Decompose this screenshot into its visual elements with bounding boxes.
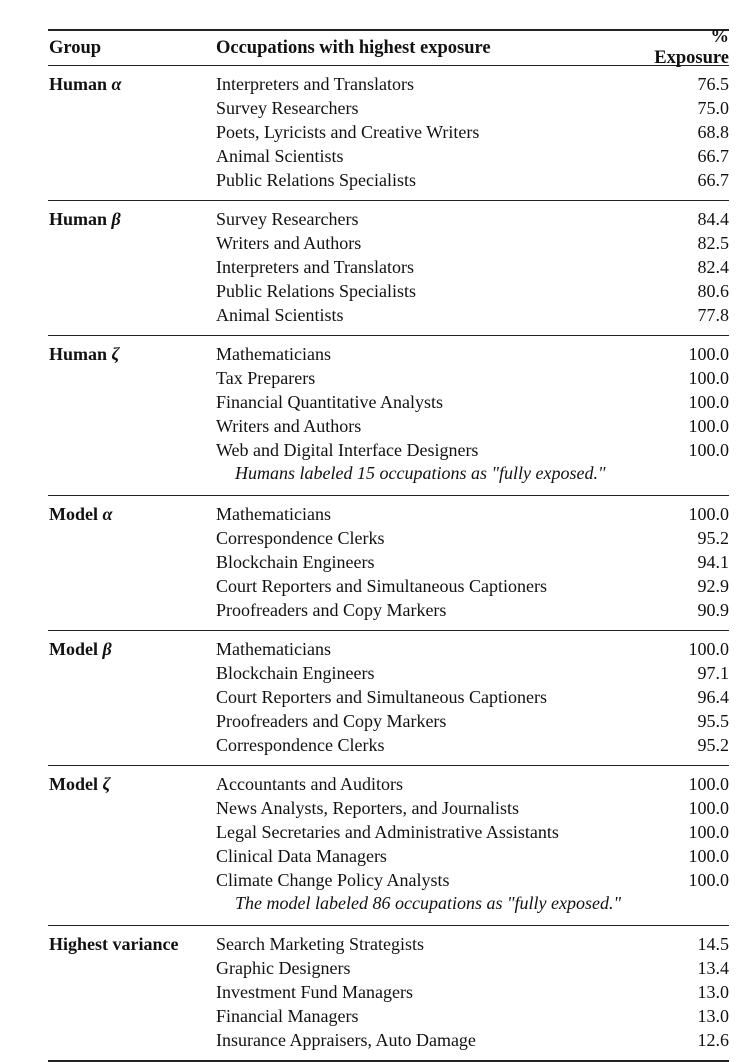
exposure-cell: 96.4: [697, 687, 729, 707]
table-row: [48, 366, 729, 390]
occupation-cell: Mathematicians: [216, 344, 331, 364]
group-name: Model: [49, 774, 98, 794]
group-label: [48, 733, 216, 757]
occupation-cell: Financial Quantitative Analysts: [216, 392, 443, 412]
table-row: [48, 685, 729, 709]
occupation-cell: Proofreaders and Copy Markers: [216, 711, 447, 731]
group-label: [48, 414, 216, 438]
table-row: [48, 255, 729, 279]
group-label: [48, 279, 216, 303]
exposure-cell: 100.0: [688, 774, 729, 794]
group-block: [48, 631, 729, 765]
exposure-cell: 100.0: [688, 822, 729, 842]
occupation-cell: Proofreaders and Copy Markers: [216, 600, 447, 620]
header-occupations: Occupations with highest exposure: [216, 37, 491, 58]
group-name: Highest variance: [49, 934, 179, 954]
table-row: [48, 733, 729, 757]
group-block: [48, 66, 729, 200]
occupation-cell: Financial Managers: [216, 1006, 359, 1026]
exposure-cell: 82.5: [697, 233, 729, 253]
table-row: [48, 980, 729, 1004]
group-label: [48, 255, 216, 279]
exposure-cell: 100.0: [688, 504, 729, 524]
exposure-cell: 90.9: [697, 600, 729, 620]
occupation-cell: Climate Change Policy Analysts: [216, 870, 450, 890]
table-row: [48, 550, 729, 574]
table-row: [48, 796, 729, 820]
exposure-cell: 94.1: [697, 552, 729, 572]
exposure-cell: 95.2: [697, 735, 729, 755]
table-row: [48, 844, 729, 868]
occupation-cell: Animal Scientists: [216, 146, 344, 166]
occupation-cell: Correspondence Clerks: [216, 735, 385, 755]
occupation-cell: Writers and Authors: [216, 233, 362, 253]
occupation-cell: Investment Fund Managers: [216, 982, 413, 1002]
occupation-cell: Correspondence Clerks: [216, 528, 385, 548]
group-name: Human: [49, 209, 108, 229]
group-symbol: β: [111, 209, 121, 229]
group-label: [48, 661, 216, 685]
occupation-cell: Interpreters and Translators: [216, 257, 414, 277]
exposure-cell: 13.4: [697, 958, 729, 978]
group-label: [48, 1004, 216, 1028]
exposure-cell: 100.0: [688, 392, 729, 412]
exposure-cell: 100.0: [688, 798, 729, 818]
group-label: [48, 844, 216, 868]
group-label: [48, 438, 216, 462]
table-row: [48, 932, 729, 956]
group-symbol: β: [102, 639, 112, 659]
group-label: [48, 168, 216, 192]
table-row: [48, 303, 729, 327]
group-label: [48, 709, 216, 733]
table-row: [48, 1004, 729, 1028]
table-row: [48, 637, 729, 661]
table-row: [48, 1028, 729, 1052]
occupation-cell: Mathematicians: [216, 639, 331, 659]
group-name: Model: [49, 504, 98, 524]
group-label: [48, 637, 216, 661]
group-label: [48, 598, 216, 622]
group-symbol: α: [111, 74, 122, 94]
table-row: [48, 120, 729, 144]
occupation-cell: Public Relations Specialists: [216, 281, 416, 301]
exposure-table: [48, 29, 729, 1062]
table-row: [48, 207, 729, 231]
group-label: [48, 207, 216, 231]
occupation-cell: News Analysts, Reporters, and Journalists: [216, 798, 519, 818]
group-label: [48, 342, 216, 366]
table-row: [48, 526, 729, 550]
exposure-cell: 66.7: [697, 170, 729, 190]
group-label: [48, 550, 216, 574]
occupation-cell: Court Reporters and Simultaneous Captioners: [216, 687, 547, 707]
group-name: Human: [49, 74, 108, 94]
group-label: [48, 932, 216, 956]
occupation-cell: Court Reporters and Simultaneous Captioners: [216, 576, 547, 596]
group-block: [48, 926, 729, 1060]
group-label: [48, 820, 216, 844]
exposure-cell: 66.7: [697, 146, 729, 166]
table-row: [48, 574, 729, 598]
exposure-cell: 77.8: [697, 305, 729, 325]
group-symbol: ζ: [102, 774, 111, 794]
exposure-cell: 100.0: [688, 344, 729, 364]
occupation-cell: Tax Preparers: [216, 368, 316, 388]
group-name: Model: [49, 639, 98, 659]
exposure-cell: 80.6: [697, 281, 729, 301]
table-row: [48, 956, 729, 980]
group-block: [48, 766, 729, 925]
table-row: [48, 279, 729, 303]
header-exposure: % Exposure: [654, 27, 729, 68]
group-symbol: ζ: [111, 344, 120, 364]
group-name: Human: [49, 344, 108, 364]
group-label: [48, 144, 216, 168]
table-row: [48, 144, 729, 168]
group-block: [48, 496, 729, 630]
exposure-cell: 13.0: [697, 1006, 729, 1026]
group-note: The model labeled 86 occupations as "fully exposed.": [235, 893, 622, 913]
occupation-cell: Blockchain Engineers: [216, 663, 375, 683]
exposure-cell: 100.0: [688, 639, 729, 659]
occupation-cell: Clinical Data Managers: [216, 846, 387, 866]
occupation-cell: Graphic Designers: [216, 958, 351, 978]
exposure-cell: 75.0: [697, 98, 729, 118]
group-label: [48, 526, 216, 550]
group-label: [48, 574, 216, 598]
exposure-cell: 68.8: [697, 122, 729, 142]
occupation-cell: Blockchain Engineers: [216, 552, 375, 572]
table-row: [48, 820, 729, 844]
occupation-cell: Writers and Authors: [216, 416, 362, 436]
group-block: [48, 201, 729, 335]
group-symbol: α: [102, 504, 113, 524]
table-row: [48, 502, 729, 526]
group-label: [48, 980, 216, 1004]
occupation-cell: Interpreters and Translators: [216, 74, 414, 94]
group-label: [48, 303, 216, 327]
table-row: [48, 168, 729, 192]
group-label: [48, 868, 216, 892]
group-label: [48, 956, 216, 980]
group-label: [48, 796, 216, 820]
exposure-cell: 100.0: [688, 416, 729, 436]
table-row: [48, 231, 729, 255]
exposure-cell: 100.0: [688, 440, 729, 460]
table-row: [48, 598, 729, 622]
exposure-cell: 76.5: [697, 74, 729, 94]
exposure-cell: 82.4: [697, 257, 729, 277]
occupation-cell: Accountants and Auditors: [216, 774, 403, 794]
group-label: [48, 1028, 216, 1052]
group-label: [48, 390, 216, 414]
group-label: [48, 72, 216, 96]
exposure-cell: 13.0: [697, 982, 729, 1002]
table-row: [48, 72, 729, 96]
occupation-cell: Insurance Appraisers, Auto Damage: [216, 1030, 476, 1050]
table-row: [48, 390, 729, 414]
exposure-cell: 100.0: [688, 846, 729, 866]
exposure-cell: 95.2: [697, 528, 729, 548]
occupation-cell: Legal Secretaries and Administrative Assistants: [216, 822, 559, 842]
table-row: [48, 868, 729, 892]
table-body: [48, 65, 729, 1060]
occupation-cell: Poets, Lyricists and Creative Writers: [216, 122, 480, 142]
exposure-cell: 12.6: [697, 1030, 729, 1050]
occupation-cell: Survey Researchers: [216, 98, 359, 118]
table-row: [48, 342, 729, 366]
occupation-cell: Public Relations Specialists: [216, 170, 416, 190]
group-label: [48, 231, 216, 255]
table-row: [48, 772, 729, 796]
occupation-cell: Survey Researchers: [216, 209, 359, 229]
table-row: [48, 709, 729, 733]
group-block: [48, 336, 729, 495]
occupation-cell: Animal Scientists: [216, 305, 344, 325]
group-label: [48, 685, 216, 709]
exposure-cell: 100.0: [688, 870, 729, 890]
group-label: [48, 772, 216, 796]
group-label: [48, 366, 216, 390]
occupation-cell: Search Marketing Strategists: [216, 934, 424, 954]
exposure-cell: 92.9: [697, 576, 729, 596]
table-row: [48, 414, 729, 438]
group-label: [48, 96, 216, 120]
exposure-cell: 95.5: [697, 711, 729, 731]
group-label: [48, 502, 216, 526]
group-note: Humans labeled 15 occupations as "fully exposed.": [235, 463, 606, 483]
occupation-cell: Web and Digital Interface Designers: [216, 440, 479, 460]
table-row: [48, 96, 729, 120]
header-group: Group: [49, 37, 102, 58]
exposure-cell: 100.0: [688, 368, 729, 388]
occupation-cell: Mathematicians: [216, 504, 331, 524]
table-header: [48, 27, 729, 68]
table-row: [48, 661, 729, 685]
exposure-cell: 97.1: [697, 663, 729, 683]
exposure-cell: 14.5: [697, 934, 729, 954]
exposure-cell: 84.4: [697, 209, 729, 229]
group-label: [48, 120, 216, 144]
table-row: [48, 438, 729, 462]
